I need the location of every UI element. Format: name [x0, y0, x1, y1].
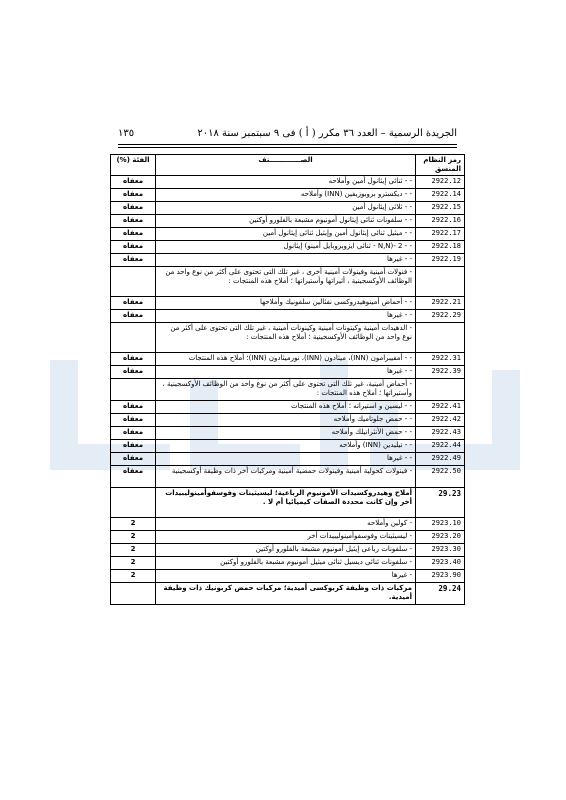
- row-description: - - تيليدين (INN) وأملاحه: [156, 440, 416, 453]
- row-code: 2922.21: [416, 297, 465, 310]
- row-code: 2922.43: [416, 427, 465, 440]
- row-code: 2922.16: [416, 215, 465, 228]
- row-code: 29.24: [416, 583, 465, 605]
- row-rate: معفاه: [111, 353, 156, 366]
- header-title: الجريدة الرسمية – العدد ٣٦ مكرر ( أ ) فى ٩ سبتمبر سنة ٢٠١٨: [197, 128, 457, 139]
- row-description: مركبات ذات وظيفة كربوكسى أميدية؛ مركبات حمض كربونيك ذات وظيفة أميدية.: [156, 583, 416, 605]
- row-rate: 2: [111, 531, 156, 544]
- row-description: - ليسيثينات وفوسفوأمينوليبيدات أخر: [156, 531, 416, 544]
- table-row: [111, 570, 465, 583]
- table-row: [111, 228, 465, 241]
- table-row: [111, 466, 465, 488]
- row-description: أملاح وهيدروكسيدات الأمونيوم الرباعية؛ ليسيثينات وفوسفوأمينوليبيدات أخر وإن كانت محددة الصفات كيميائيا أم لا .: [156, 488, 416, 518]
- row-rate: معفاه: [111, 297, 156, 310]
- header-rule-bottom: [118, 147, 457, 148]
- row-rate: 2: [111, 518, 156, 531]
- table-row: [111, 189, 465, 202]
- row-rate: معفاه: [111, 215, 156, 228]
- table-row: [111, 488, 465, 518]
- table-row: [111, 267, 465, 297]
- row-rate: معفاه: [111, 189, 156, 202]
- row-code: [416, 267, 465, 297]
- row-rate: معفاه: [111, 466, 156, 488]
- row-code: 2922.12: [416, 176, 465, 189]
- header-rate: الفئة (%): [111, 155, 156, 176]
- row-rate: معفاه: [111, 366, 156, 379]
- row-description: - - ثلاثى إيثانول أمين: [156, 202, 416, 215]
- row-rate: 2: [111, 544, 156, 557]
- row-description: - - غيرها: [156, 453, 416, 466]
- row-code: 2922.49: [416, 453, 465, 466]
- page-header: [118, 128, 457, 139]
- row-rate: [111, 267, 156, 297]
- row-code: 2923.40: [416, 557, 465, 570]
- row-description: - - غيرها: [156, 254, 416, 267]
- row-code: 2922.42: [416, 414, 465, 427]
- row-code: 2922.29: [416, 310, 465, 323]
- row-description: - أحماض أمينية، غير تلك التى تحتوى على أكثر من نوع واحد من الوظائف الأوكسجينية ، وأستيراتها ؛ أملاح هذه المنتجات :: [156, 379, 416, 401]
- row-code: 2922.17: [416, 228, 465, 241]
- table-row: [111, 241, 465, 254]
- row-rate: [111, 488, 156, 518]
- row-code: 2923.10: [416, 518, 465, 531]
- table-row: [111, 310, 465, 323]
- row-description: - - سلفونات ثنائى إيثانول أمونيوم مشبعة بالفلورو أوكتين: [156, 215, 416, 228]
- table-row: [111, 440, 465, 453]
- row-code: 2922.44: [416, 440, 465, 453]
- table-row: [111, 414, 465, 427]
- row-code: [416, 323, 465, 353]
- row-rate: معفاه: [111, 453, 156, 466]
- table-row: [111, 215, 465, 228]
- header-description: الصـــــــــــــنف: [156, 155, 416, 176]
- row-code: 2922.18: [416, 241, 465, 254]
- table-row: [111, 353, 465, 366]
- row-description: - سلفونات ثنائى ديسيل ثنائى ميثيل أمونيوم مشبعة بالفلورو أوكتين: [156, 557, 416, 570]
- row-description: - فينولات كحولية أمينية وفينولات حمضية أمينية ومركبات أخر ذات وظيفة أوكسجينية: [156, 466, 416, 488]
- row-code: 2922.41: [416, 401, 465, 414]
- row-rate: 2: [111, 557, 156, 570]
- table-row: [111, 323, 465, 353]
- row-rate: 2: [111, 570, 156, 583]
- row-code: 2923.20: [416, 531, 465, 544]
- row-code: 2923.30: [416, 544, 465, 557]
- row-code: 2923.90: [416, 570, 465, 583]
- table-row: [111, 379, 465, 401]
- table-row: [111, 427, 465, 440]
- row-rate: معفاه: [111, 241, 156, 254]
- table-row: [111, 583, 465, 605]
- table-row: [111, 176, 465, 189]
- row-rate: معفاه: [111, 254, 156, 267]
- row-code: [416, 379, 465, 401]
- row-description: - - ثنائى إيثانول أمين وأملاحه: [156, 176, 416, 189]
- page-number: ١٣٥: [118, 128, 135, 139]
- row-description: - - حمض جلوتاميك وأملاحه: [156, 414, 416, 427]
- row-description: - غيرها: [156, 570, 416, 583]
- row-rate: [111, 323, 156, 353]
- row-rate: معفاه: [111, 440, 156, 453]
- table-row: [111, 366, 465, 379]
- row-code: 2922.14: [416, 189, 465, 202]
- table-row: [111, 531, 465, 544]
- row-rate: معفاه: [111, 202, 156, 215]
- row-code: 2922.39: [416, 366, 465, 379]
- table-row: [111, 202, 465, 215]
- row-rate: معفاه: [111, 310, 156, 323]
- row-code: 2922.19: [416, 254, 465, 267]
- table-row: [111, 453, 465, 466]
- row-description: - الدهيدات أمينية وكيتونات أمينية وكينونات أمينية ، غير تلك التى تحتوى على أكثر من نوع واحد من الوظائف الأوكسجينية ؛ أملاح هذه المنتجات :: [156, 323, 416, 353]
- row-description: - - ميثيل ثنائى إيثانول أمين وإيثيل ثنائى إيثانول أمين: [156, 228, 416, 241]
- row-description: - - حمض الأنثرانيلك وأملاحه: [156, 427, 416, 440]
- row-rate: معفاه: [111, 176, 156, 189]
- row-rate: معفاه: [111, 228, 156, 241]
- row-rate: معفاه: [111, 401, 156, 414]
- row-rate: معفاه: [111, 427, 156, 440]
- row-rate: [111, 583, 156, 605]
- table-row: [111, 518, 465, 531]
- row-description: - - أمفيبرامون (INN)، ميثادون (INN)، نورميثادون (INN)؛ أملاح هذه المنتجات: [156, 353, 416, 366]
- row-code: 29.23: [416, 488, 465, 518]
- tariff-table: [110, 154, 465, 605]
- row-description: - سلفونات رباعى إيثيل أمونيوم مشبعة بالفلورو أوكتين: [156, 544, 416, 557]
- row-rate: [111, 379, 156, 401]
- row-description: - - ديكسترو بروبوزيفين (INN) وأملاحه: [156, 189, 416, 202]
- row-description: - فنولات أمينية وفينولات أمينية أخرى ، غير تلك التى تحتوى على أكثر من نوع واحد من الوظائف الأوكسجينية ، أثيراتها وأستيراتها ؛ أملاح هذه المنتجات :: [156, 267, 416, 297]
- row-description: - - غيرها: [156, 310, 416, 323]
- row-description: - كولين وأملاحه: [156, 518, 416, 531]
- table-row: [111, 297, 465, 310]
- row-code: 2922.15: [416, 202, 465, 215]
- table-row: [111, 254, 465, 267]
- row-description: - - غيرها: [156, 366, 416, 379]
- row-code: 2922.31: [416, 353, 465, 366]
- table-body: [111, 176, 465, 605]
- header-code: رمز النظام المنسق: [416, 155, 465, 176]
- table-row: [111, 401, 465, 414]
- row-description: - - 2 -(N,N - ثنائى ايزوبروبايل أمينو) إيثانول: [156, 241, 416, 254]
- header-rule-top: [118, 144, 457, 145]
- table-row: [111, 544, 465, 557]
- table-row: [111, 557, 465, 570]
- row-rate: معفاه: [111, 414, 156, 427]
- row-description: - - ليسين و استيراته ؛ أملاح هذه المنتجات: [156, 401, 416, 414]
- row-code: 2922.50: [416, 466, 465, 488]
- row-description: - - أحماض أمينوهيدروكسى نفثالين سلفونيك وأملاحها: [156, 297, 416, 310]
